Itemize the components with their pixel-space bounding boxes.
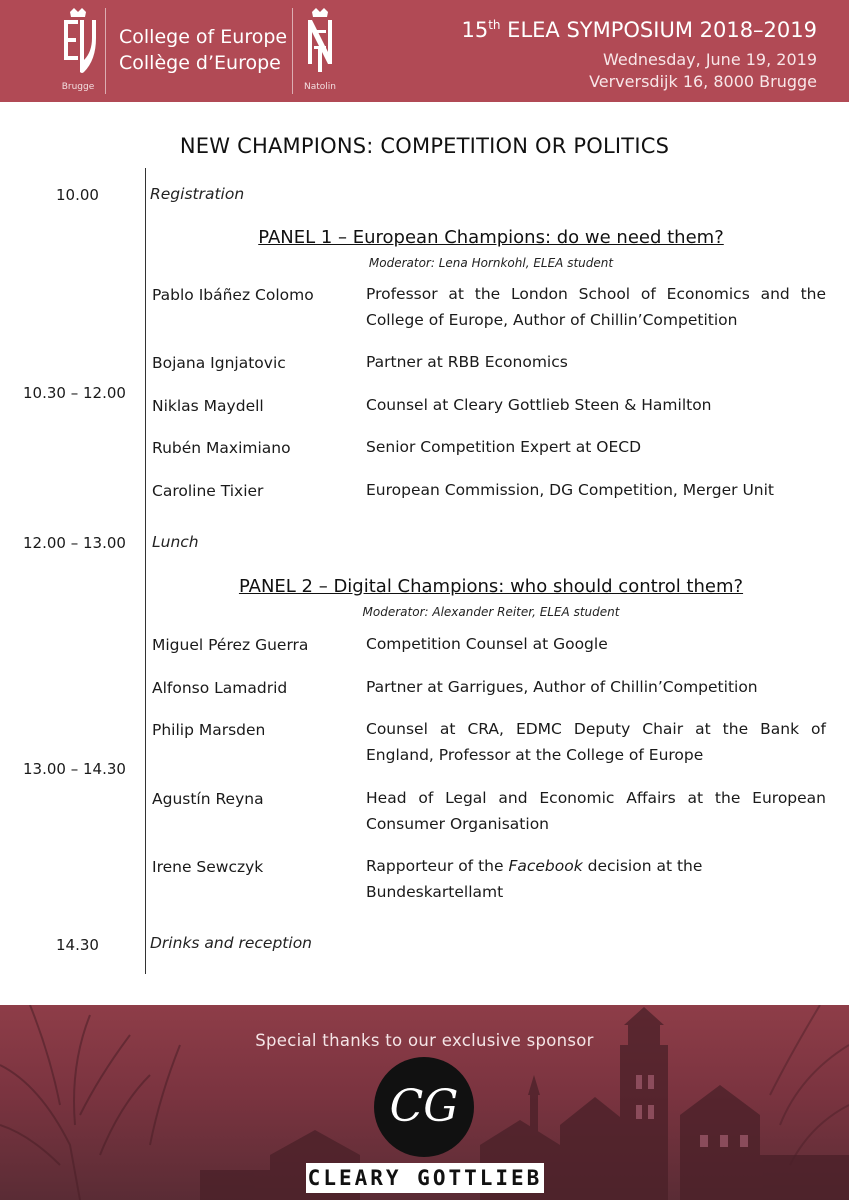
time-registration: 10.00 [56,186,99,204]
sponsor-thanks: Special thanks to our exclusive sponsor [255,1031,594,1050]
speaker-name: Pablo Ibáñez Colomo [152,286,314,304]
speaker-role: Senior Competition Expert at OECD [366,438,642,456]
sponsor-logo [374,1057,474,1157]
college-logo-brugge [56,8,100,96]
symposium-ordinal: 15 [461,18,489,42]
speaker-role: Professor at the London School of Economics and the College of Europe, Author of Chillin’Competition [366,285,826,329]
speaker-name: Irene Sewczyk [152,858,264,876]
header-banner [0,0,849,102]
header-divider [292,8,293,94]
timeline-divider [145,168,146,974]
time-lunch: 12.00 – 13.00 [23,534,126,552]
symposium-title-text: ELEA SYMPOSIUM 2018–2019 [500,18,817,42]
symposium-address: Verversdijk 16, 8000 Brugge [589,72,817,91]
speaker-role: European Commission, DG Competition, Merger Unit [366,481,775,499]
symposium-title [461,18,817,42]
college-logo-natolin [298,8,342,96]
college-crest-icon [56,8,100,80]
sponsor-name: CLEARY GOTTLIEB [306,1163,544,1193]
speaker-role: Head of Legal and Economic Affairs at the European Consumer Organisation [366,789,826,833]
speaker-name: Rubén Maximiano [152,439,291,457]
symposium-date: Wednesday, June 19, 2019 [603,50,817,69]
sponsor-footer [0,1005,849,1200]
college-name-fr: Collège d’Europe [119,52,281,74]
speaker-name: Caroline Tixier [152,482,264,500]
speaker-name: Niklas Maydell [152,397,264,415]
speaker-name: Bojana Ignjatovic [152,354,286,372]
natolin-crest-icon [298,8,342,80]
panel2-title: PANEL 2 – Digital Champions: who should control them? [238,576,744,597]
event-registration: Registration [150,185,245,203]
event-lunch: Lunch [152,533,199,551]
speaker-role: Partner at Garrigues, Author of Chillin’Competition [366,678,758,696]
speaker-role-text: Rapporteur of the [366,857,509,875]
sponsor-monogram-icon [374,1057,474,1157]
time-panel2: 13.00 – 14.30 [23,760,126,778]
speaker-role-emphasis: Facebook [508,857,583,875]
panel1-title: PANEL 1 – European Champions: do we need them? [258,227,724,248]
speaker-role-text: decision at the Bundeskartellamt [366,857,703,901]
logo-caption-brugge: Brugge [61,82,95,92]
time-panel1: 10.30 – 12.00 [23,384,126,402]
speaker-name: Alfonso Lamadrid [152,679,288,697]
header-divider [105,8,106,94]
speaker-role [366,853,826,905]
speaker-role: Counsel at CRA, EDMC Deputy Chair at the Bank of England, Professor at the College of Europe [366,720,826,764]
speaker-role: Counsel at Cleary Gottlieb Steen & Hamilton [366,396,712,414]
speaker-role: Partner at RBB Economics [366,353,568,371]
panel1-moderator: Moderator: Lena Hornkohl, ELEA student [368,256,614,270]
programme-title: NEW CHAMPIONS: COMPETITION OR POLITICS [179,134,670,158]
panel2-moderator: Moderator: Alexander Reiter, ELEA student [362,605,620,619]
logo-caption-natolin: Natolin [304,82,336,92]
speaker-name: Philip Marsden [152,721,266,739]
speaker-role: Competition Counsel at Google [366,635,608,653]
event-drinks: Drinks and reception [150,934,313,952]
symposium-ordinal-suffix: th [488,18,501,32]
sponsor-monogram: CG [389,1081,459,1132]
college-name-en: College of Europe [119,26,288,48]
speaker-name: Agustín Reyna [152,790,264,808]
time-drinks: 14.30 [56,936,99,954]
speaker-name: Miguel Pérez Guerra [152,636,309,654]
college-name [119,24,287,76]
